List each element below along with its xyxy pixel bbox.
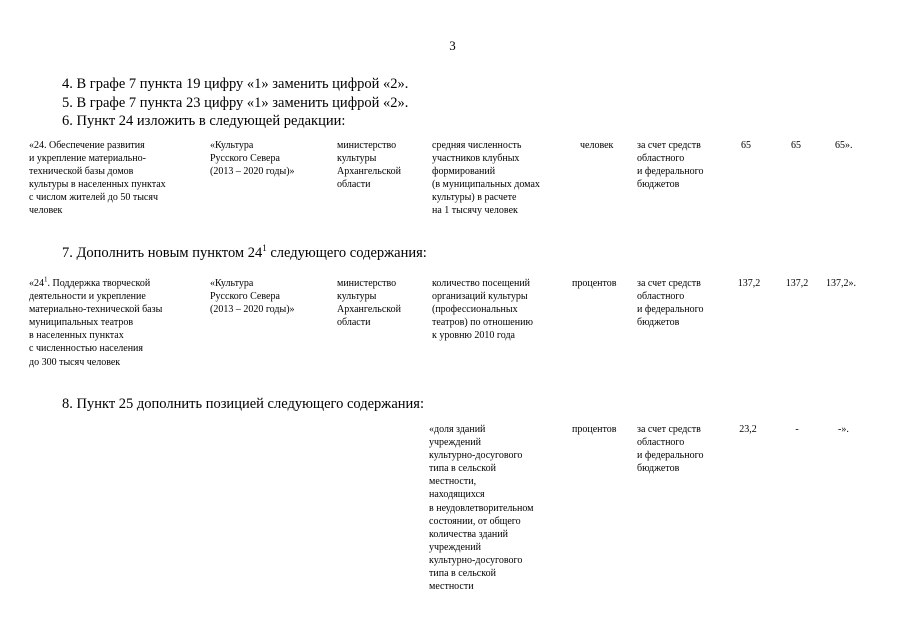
row241-source: за счет средств областного и федерального бюджетов [637,278,704,329]
row24-source: за счет средств областного и федерального бюджетов [637,140,704,191]
row24-unit: человек [580,140,614,151]
row241-name-rest: . Поддержка творческой деятельности и укрепление материально-технической базы муниципальных театров в населенных пунктах с численностью населения до 300 тысяч человек [29,278,163,368]
paragraph-7 [62,245,427,262]
paragraph-8: 8. Пункт 25 дополнить позицией следующего содержания: [62,396,424,412]
paragraph-6: 6. Пункт 24 изложить в следующей редакции: [62,113,346,129]
row25-source: за счет средств областного и федерального бюджетов [637,424,704,475]
row241-name-superscript: 1 [44,275,48,284]
row241-executor: министерство культуры Архангельской области [337,278,401,329]
row24-name: «24. Обеспечение развития и укрепление материально- технической базы домов культуры в населенных пунктах с числом жителей до 50 тысяч человек [29,140,166,217]
row241-indicator: количество посещений организаций культуры (профессиональных театров) по отношению к уровню 2010 года [432,278,533,342]
row25-value-3: -». [838,424,849,435]
paragraph-7-text-end: следующего содержания: [266,245,427,261]
row25-value-1: 23,2 [739,424,757,435]
row241-value-1: 137,2 [737,278,761,289]
row24-value-1: 65 [741,140,751,151]
row241-value-3: 137,2». [826,278,856,289]
row25-indicator: «доля зданий учреждений культурно-досугового типа в сельской местности, находящихся в неудовлетворительном состоянии, от общего количества зданий учреждений культурно-досугового типа в сельской местности [429,424,534,593]
row24-executor: министерство культуры Архангельской области [337,140,401,191]
row241-value-2: 137,2 [785,278,809,289]
row241-program: «Культура Русского Севера (2013 – 2020 годы)» [210,278,295,316]
paragraph-4: 4. В графе 7 пункта 19 цифру «1» заменить цифрой «2». [62,76,409,92]
paragraph-7-text: 7. Дополнить новым пунктом 24 [62,245,263,261]
row24-value-3: 65». [835,140,853,151]
row24-value-2: 65 [791,140,801,151]
row25-value-2: - [795,424,799,435]
row241-name [29,277,204,369]
row24-indicator: средняя численность участников клубных формирований (в муниципальных домах культуры) в расчете на 1 тысячу человек [432,140,540,217]
row241-name-prefix: «24 [29,278,44,289]
row241-unit: процентов [572,278,617,289]
row24-program: «Культура Русского Севера (2013 – 2020 годы)» [210,140,295,178]
page-number: 3 [449,38,456,53]
row25-unit: процентов [572,424,617,435]
paragraph-5: 5. В графе 7 пункта 23 цифру «1» заменить цифрой «2». [62,95,409,111]
paragraph-7-superscript: 1 [262,243,267,254]
